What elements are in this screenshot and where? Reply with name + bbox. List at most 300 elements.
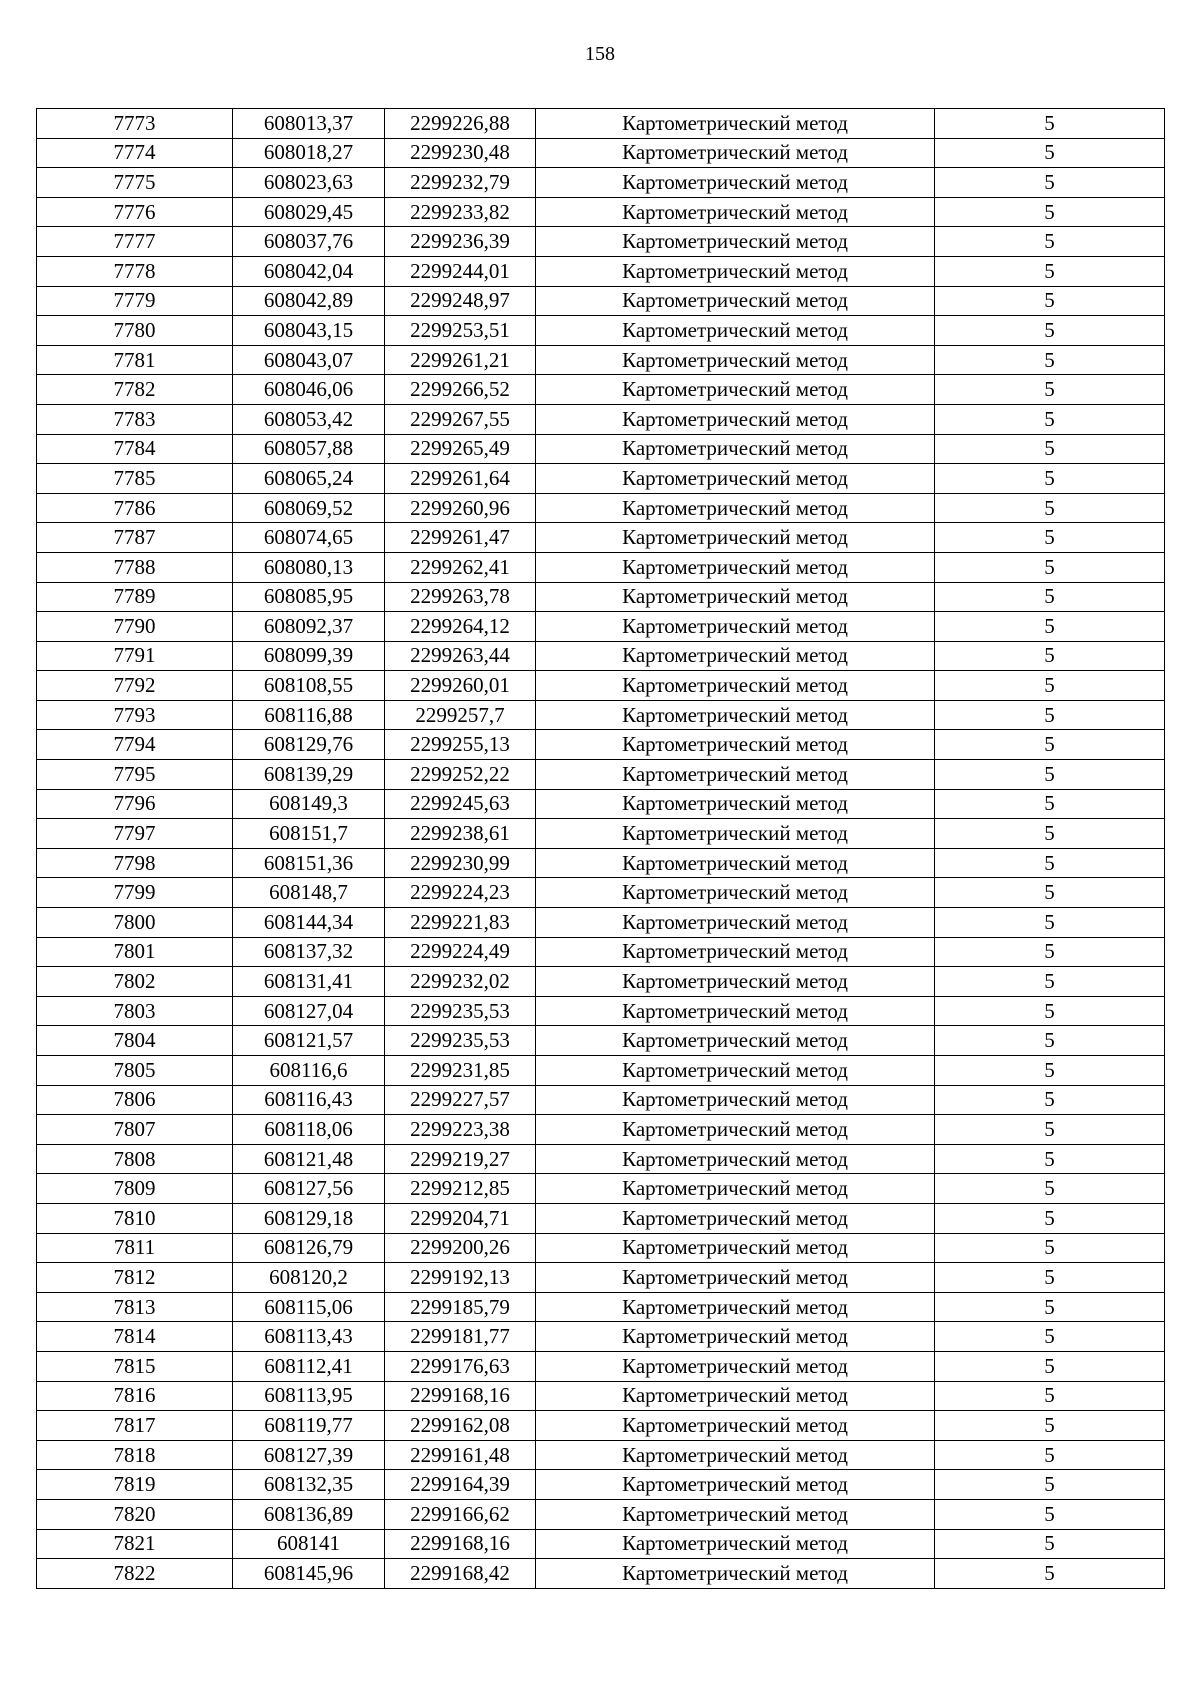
y-coordinate-cell: 2299166,62 <box>385 1499 536 1529</box>
point-number-cell: 7806 <box>37 1085 233 1115</box>
method-cell: Картометрический метод <box>536 641 935 671</box>
point-number-cell: 7781 <box>37 345 233 375</box>
coordinates-table <box>36 108 1165 1589</box>
y-coordinate-cell: 2299223,38 <box>385 1115 536 1145</box>
y-coordinate-cell: 2299263,78 <box>385 582 536 612</box>
table-row <box>37 1322 1165 1352</box>
accuracy-cell: 5 <box>935 1292 1165 1322</box>
accuracy-cell: 5 <box>935 1263 1165 1293</box>
table-row <box>37 1233 1165 1263</box>
y-coordinate-cell: 2299176,63 <box>385 1351 536 1381</box>
accuracy-cell: 5 <box>935 937 1165 967</box>
point-number-cell: 7776 <box>37 197 233 227</box>
point-number-cell: 7819 <box>37 1470 233 1500</box>
x-coordinate-cell: 608116,6 <box>233 1056 385 1086</box>
x-coordinate-cell: 608053,42 <box>233 404 385 434</box>
point-number-cell: 7784 <box>37 434 233 464</box>
method-cell: Картометрический метод <box>536 345 935 375</box>
x-coordinate-cell: 608113,95 <box>233 1381 385 1411</box>
y-coordinate-cell: 2299261,64 <box>385 464 536 494</box>
x-coordinate-cell: 608080,13 <box>233 552 385 582</box>
table-row <box>37 227 1165 257</box>
point-number-cell: 7814 <box>37 1322 233 1352</box>
accuracy-cell: 5 <box>935 227 1165 257</box>
point-number-cell: 7815 <box>37 1351 233 1381</box>
point-number-cell: 7774 <box>37 138 233 168</box>
x-coordinate-cell: 608127,56 <box>233 1174 385 1204</box>
x-coordinate-cell: 608129,76 <box>233 730 385 760</box>
accuracy-cell: 5 <box>935 523 1165 553</box>
table-row <box>37 1470 1165 1500</box>
table-row <box>37 967 1165 997</box>
x-coordinate-cell: 608046,06 <box>233 375 385 405</box>
accuracy-cell: 5 <box>935 1351 1165 1381</box>
y-coordinate-cell: 2299244,01 <box>385 256 536 286</box>
accuracy-cell: 5 <box>935 138 1165 168</box>
x-coordinate-cell: 608013,37 <box>233 109 385 139</box>
accuracy-cell: 5 <box>935 1233 1165 1263</box>
y-coordinate-cell: 2299257,7 <box>385 700 536 730</box>
table-row <box>37 464 1165 494</box>
y-coordinate-cell: 2299232,79 <box>385 168 536 198</box>
accuracy-cell: 5 <box>935 760 1165 790</box>
method-cell: Картометрический метод <box>536 848 935 878</box>
table-row <box>37 1144 1165 1174</box>
table-row <box>37 908 1165 938</box>
point-number-cell: 7810 <box>37 1203 233 1233</box>
y-coordinate-cell: 2299235,53 <box>385 1026 536 1056</box>
x-coordinate-cell: 608132,35 <box>233 1470 385 1500</box>
x-coordinate-cell: 608043,07 <box>233 345 385 375</box>
x-coordinate-cell: 608127,04 <box>233 996 385 1026</box>
y-coordinate-cell: 2299161,48 <box>385 1440 536 1470</box>
y-coordinate-cell: 2299168,42 <box>385 1559 536 1589</box>
method-cell: Картометрический метод <box>536 730 935 760</box>
table-row <box>37 1381 1165 1411</box>
table-row <box>37 256 1165 286</box>
point-number-cell: 7791 <box>37 641 233 671</box>
point-number-cell: 7796 <box>37 789 233 819</box>
method-cell: Картометрический метод <box>536 197 935 227</box>
table-row <box>37 1292 1165 1322</box>
method-cell: Картометрический метод <box>536 1559 935 1589</box>
accuracy-cell: 5 <box>935 1381 1165 1411</box>
method-cell: Картометрический метод <box>536 1440 935 1470</box>
accuracy-cell: 5 <box>935 641 1165 671</box>
x-coordinate-cell: 608042,04 <box>233 256 385 286</box>
point-number-cell: 7780 <box>37 316 233 346</box>
accuracy-cell: 5 <box>935 1085 1165 1115</box>
method-cell: Картометрический метод <box>536 1470 935 1500</box>
x-coordinate-cell: 608121,48 <box>233 1144 385 1174</box>
table-row <box>37 1499 1165 1529</box>
y-coordinate-cell: 2299263,44 <box>385 641 536 671</box>
table-row <box>37 1559 1165 1589</box>
point-number-cell: 7808 <box>37 1144 233 1174</box>
accuracy-cell: 5 <box>935 730 1165 760</box>
method-cell: Картометрический метод <box>536 1026 935 1056</box>
table-row <box>37 1411 1165 1441</box>
point-number-cell: 7778 <box>37 256 233 286</box>
x-coordinate-cell: 608151,36 <box>233 848 385 878</box>
table-row <box>37 700 1165 730</box>
method-cell: Картометрический метод <box>536 1263 935 1293</box>
accuracy-cell: 5 <box>935 1411 1165 1441</box>
table-row <box>37 168 1165 198</box>
method-cell: Картометрический метод <box>536 168 935 198</box>
point-number-cell: 7807 <box>37 1115 233 1145</box>
x-coordinate-cell: 608149,3 <box>233 789 385 819</box>
table-row <box>37 138 1165 168</box>
table-row <box>37 1263 1165 1293</box>
x-coordinate-cell: 608112,41 <box>233 1351 385 1381</box>
accuracy-cell: 5 <box>935 404 1165 434</box>
y-coordinate-cell: 2299238,61 <box>385 819 536 849</box>
x-coordinate-cell: 608018,27 <box>233 138 385 168</box>
y-coordinate-cell: 2299261,47 <box>385 523 536 553</box>
table-row <box>37 937 1165 967</box>
accuracy-cell: 5 <box>935 700 1165 730</box>
coordinates-table-body <box>37 109 1165 1589</box>
y-coordinate-cell: 2299264,12 <box>385 612 536 642</box>
table-row <box>37 434 1165 464</box>
point-number-cell: 7803 <box>37 996 233 1026</box>
y-coordinate-cell: 2299235,53 <box>385 996 536 1026</box>
method-cell: Картометрический метод <box>536 1322 935 1352</box>
x-coordinate-cell: 608131,41 <box>233 967 385 997</box>
x-coordinate-cell: 608037,76 <box>233 227 385 257</box>
method-cell: Картометрический метод <box>536 760 935 790</box>
y-coordinate-cell: 2299204,71 <box>385 1203 536 1233</box>
point-number-cell: 7817 <box>37 1411 233 1441</box>
y-coordinate-cell: 2299265,49 <box>385 434 536 464</box>
accuracy-cell: 5 <box>935 375 1165 405</box>
x-coordinate-cell: 608115,06 <box>233 1292 385 1322</box>
x-coordinate-cell: 608118,06 <box>233 1115 385 1145</box>
point-number-cell: 7783 <box>37 404 233 434</box>
point-number-cell: 7821 <box>37 1529 233 1559</box>
method-cell: Картометрический метод <box>536 1292 935 1322</box>
table-row <box>37 612 1165 642</box>
point-number-cell: 7779 <box>37 286 233 316</box>
method-cell: Картометрический метод <box>536 671 935 701</box>
y-coordinate-cell: 2299230,48 <box>385 138 536 168</box>
point-number-cell: 7802 <box>37 967 233 997</box>
method-cell: Картометрический метод <box>536 908 935 938</box>
table-row <box>37 730 1165 760</box>
method-cell: Картометрический метод <box>536 227 935 257</box>
table-row <box>37 1115 1165 1145</box>
x-coordinate-cell: 608116,88 <box>233 700 385 730</box>
point-number-cell: 7782 <box>37 375 233 405</box>
table-row <box>37 552 1165 582</box>
accuracy-cell: 5 <box>935 612 1165 642</box>
y-coordinate-cell: 2299266,52 <box>385 375 536 405</box>
method-cell: Картометрический метод <box>536 937 935 967</box>
y-coordinate-cell: 2299212,85 <box>385 1174 536 1204</box>
accuracy-cell: 5 <box>935 1322 1165 1352</box>
y-coordinate-cell: 2299164,39 <box>385 1470 536 1500</box>
accuracy-cell: 5 <box>935 848 1165 878</box>
y-coordinate-cell: 2299255,13 <box>385 730 536 760</box>
method-cell: Картометрический метод <box>536 967 935 997</box>
y-coordinate-cell: 2299231,85 <box>385 1056 536 1086</box>
point-number-cell: 7799 <box>37 878 233 908</box>
x-coordinate-cell: 608148,7 <box>233 878 385 908</box>
accuracy-cell: 5 <box>935 1529 1165 1559</box>
method-cell: Картометрический метод <box>536 1381 935 1411</box>
point-number-cell: 7777 <box>37 227 233 257</box>
y-coordinate-cell: 2299192,13 <box>385 1263 536 1293</box>
y-coordinate-cell: 2299261,21 <box>385 345 536 375</box>
x-coordinate-cell: 608129,18 <box>233 1203 385 1233</box>
accuracy-cell: 5 <box>935 671 1165 701</box>
point-number-cell: 7800 <box>37 908 233 938</box>
method-cell: Картометрический метод <box>536 493 935 523</box>
method-cell: Картометрический метод <box>536 523 935 553</box>
method-cell: Картометрический метод <box>536 1233 935 1263</box>
method-cell: Картометрический метод <box>536 552 935 582</box>
method-cell: Картометрический метод <box>536 1499 935 1529</box>
accuracy-cell: 5 <box>935 1115 1165 1145</box>
table-row <box>37 848 1165 878</box>
y-coordinate-cell: 2299227,57 <box>385 1085 536 1115</box>
method-cell: Картометрический метод <box>536 1351 935 1381</box>
y-coordinate-cell: 2299248,97 <box>385 286 536 316</box>
method-cell: Картометрический метод <box>536 434 935 464</box>
y-coordinate-cell: 2299260,96 <box>385 493 536 523</box>
y-coordinate-cell: 2299252,22 <box>385 760 536 790</box>
method-cell: Картометрический метод <box>536 1144 935 1174</box>
accuracy-cell: 5 <box>935 286 1165 316</box>
point-number-cell: 7798 <box>37 848 233 878</box>
table-row <box>37 996 1165 1026</box>
x-coordinate-cell: 608139,29 <box>233 760 385 790</box>
point-number-cell: 7793 <box>37 700 233 730</box>
y-coordinate-cell: 2299221,83 <box>385 908 536 938</box>
accuracy-cell: 5 <box>935 1174 1165 1204</box>
y-coordinate-cell: 2299233,82 <box>385 197 536 227</box>
accuracy-cell: 5 <box>935 1499 1165 1529</box>
point-number-cell: 7813 <box>37 1292 233 1322</box>
x-coordinate-cell: 608029,45 <box>233 197 385 227</box>
x-coordinate-cell: 608141 <box>233 1529 385 1559</box>
method-cell: Картометрический метод <box>536 1085 935 1115</box>
y-coordinate-cell: 2299226,88 <box>385 109 536 139</box>
x-coordinate-cell: 608145,96 <box>233 1559 385 1589</box>
point-number-cell: 7818 <box>37 1440 233 1470</box>
x-coordinate-cell: 608137,32 <box>233 937 385 967</box>
x-coordinate-cell: 608074,65 <box>233 523 385 553</box>
point-number-cell: 7809 <box>37 1174 233 1204</box>
method-cell: Картометрический метод <box>536 464 935 494</box>
table-row <box>37 1174 1165 1204</box>
y-coordinate-cell: 2299200,26 <box>385 1233 536 1263</box>
method-cell: Картометрический метод <box>536 1056 935 1086</box>
x-coordinate-cell: 608127,39 <box>233 1440 385 1470</box>
table-row <box>37 1351 1165 1381</box>
point-number-cell: 7792 <box>37 671 233 701</box>
table-row <box>37 493 1165 523</box>
method-cell: Картометрический метод <box>536 375 935 405</box>
point-number-cell: 7797 <box>37 819 233 849</box>
table-row <box>37 582 1165 612</box>
accuracy-cell: 5 <box>935 1056 1165 1086</box>
x-coordinate-cell: 608092,37 <box>233 612 385 642</box>
y-coordinate-cell: 2299236,39 <box>385 227 536 257</box>
accuracy-cell: 5 <box>935 197 1165 227</box>
method-cell: Картометрический метод <box>536 819 935 849</box>
accuracy-cell: 5 <box>935 109 1165 139</box>
table-row <box>37 375 1165 405</box>
accuracy-cell: 5 <box>935 908 1165 938</box>
point-number-cell: 7789 <box>37 582 233 612</box>
x-coordinate-cell: 608108,55 <box>233 671 385 701</box>
accuracy-cell: 5 <box>935 582 1165 612</box>
accuracy-cell: 5 <box>935 316 1165 346</box>
x-coordinate-cell: 608085,95 <box>233 582 385 612</box>
y-coordinate-cell: 2299230,99 <box>385 848 536 878</box>
table-row <box>37 760 1165 790</box>
x-coordinate-cell: 608116,43 <box>233 1085 385 1115</box>
method-cell: Картометрический метод <box>536 1529 935 1559</box>
accuracy-cell: 5 <box>935 1203 1165 1233</box>
point-number-cell: 7773 <box>37 109 233 139</box>
y-coordinate-cell: 2299224,23 <box>385 878 536 908</box>
table-row <box>37 819 1165 849</box>
accuracy-cell: 5 <box>935 1144 1165 1174</box>
x-coordinate-cell: 608065,24 <box>233 464 385 494</box>
y-coordinate-cell: 2299168,16 <box>385 1381 536 1411</box>
y-coordinate-cell: 2299267,55 <box>385 404 536 434</box>
x-coordinate-cell: 608144,34 <box>233 908 385 938</box>
table-row <box>37 878 1165 908</box>
x-coordinate-cell: 608113,43 <box>233 1322 385 1352</box>
table-row <box>37 1440 1165 1470</box>
method-cell: Картометрический метод <box>536 404 935 434</box>
y-coordinate-cell: 2299162,08 <box>385 1411 536 1441</box>
table-row <box>37 1056 1165 1086</box>
accuracy-cell: 5 <box>935 1470 1165 1500</box>
x-coordinate-cell: 608121,57 <box>233 1026 385 1056</box>
method-cell: Картометрический метод <box>536 878 935 908</box>
point-number-cell: 7820 <box>37 1499 233 1529</box>
accuracy-cell: 5 <box>935 552 1165 582</box>
accuracy-cell: 5 <box>935 1440 1165 1470</box>
table-row <box>37 789 1165 819</box>
x-coordinate-cell: 608023,63 <box>233 168 385 198</box>
y-coordinate-cell: 2299181,77 <box>385 1322 536 1352</box>
point-number-cell: 7805 <box>37 1056 233 1086</box>
accuracy-cell: 5 <box>935 434 1165 464</box>
point-number-cell: 7816 <box>37 1381 233 1411</box>
y-coordinate-cell: 2299245,63 <box>385 789 536 819</box>
method-cell: Картометрический метод <box>536 582 935 612</box>
page-number: 158 <box>585 43 615 65</box>
point-number-cell: 7775 <box>37 168 233 198</box>
method-cell: Картометрический метод <box>536 256 935 286</box>
table-row <box>37 109 1165 139</box>
point-number-cell: 7795 <box>37 760 233 790</box>
table-row <box>37 523 1165 553</box>
y-coordinate-cell: 2299168,16 <box>385 1529 536 1559</box>
accuracy-cell: 5 <box>935 819 1165 849</box>
point-number-cell: 7790 <box>37 612 233 642</box>
x-coordinate-cell: 608151,7 <box>233 819 385 849</box>
method-cell: Картометрический метод <box>536 1115 935 1145</box>
table-row <box>37 1203 1165 1233</box>
table-row <box>37 404 1165 434</box>
table-row <box>37 316 1165 346</box>
accuracy-cell: 5 <box>935 493 1165 523</box>
table-row <box>37 286 1165 316</box>
point-number-cell: 7812 <box>37 1263 233 1293</box>
accuracy-cell: 5 <box>935 967 1165 997</box>
accuracy-cell: 5 <box>935 345 1165 375</box>
accuracy-cell: 5 <box>935 878 1165 908</box>
method-cell: Картометрический метод <box>536 1411 935 1441</box>
point-number-cell: 7801 <box>37 937 233 967</box>
method-cell: Картометрический метод <box>536 1174 935 1204</box>
point-number-cell: 7786 <box>37 493 233 523</box>
accuracy-cell: 5 <box>935 168 1165 198</box>
method-cell: Картометрический метод <box>536 789 935 819</box>
x-coordinate-cell: 608057,88 <box>233 434 385 464</box>
accuracy-cell: 5 <box>935 789 1165 819</box>
y-coordinate-cell: 2299219,27 <box>385 1144 536 1174</box>
point-number-cell: 7811 <box>37 1233 233 1263</box>
method-cell: Картометрический метод <box>536 286 935 316</box>
method-cell: Картометрический метод <box>536 316 935 346</box>
y-coordinate-cell: 2299253,51 <box>385 316 536 346</box>
point-number-cell: 7788 <box>37 552 233 582</box>
method-cell: Картометрический метод <box>536 109 935 139</box>
table-row <box>37 641 1165 671</box>
point-number-cell: 7787 <box>37 523 233 553</box>
table-row <box>37 1529 1165 1559</box>
y-coordinate-cell: 2299260,01 <box>385 671 536 701</box>
accuracy-cell: 5 <box>935 256 1165 286</box>
y-coordinate-cell: 2299185,79 <box>385 1292 536 1322</box>
x-coordinate-cell: 608042,89 <box>233 286 385 316</box>
x-coordinate-cell: 608126,79 <box>233 1233 385 1263</box>
accuracy-cell: 5 <box>935 1559 1165 1589</box>
method-cell: Картометрический метод <box>536 1203 935 1233</box>
y-coordinate-cell: 2299224,49 <box>385 937 536 967</box>
accuracy-cell: 5 <box>935 464 1165 494</box>
method-cell: Картометрический метод <box>536 700 935 730</box>
x-coordinate-cell: 608099,39 <box>233 641 385 671</box>
accuracy-cell: 5 <box>935 1026 1165 1056</box>
table-row <box>37 671 1165 701</box>
table-row <box>37 345 1165 375</box>
x-coordinate-cell: 608136,89 <box>233 1499 385 1529</box>
y-coordinate-cell: 2299232,02 <box>385 967 536 997</box>
table-row <box>37 1085 1165 1115</box>
x-coordinate-cell: 608119,77 <box>233 1411 385 1441</box>
table-row <box>37 1026 1165 1056</box>
method-cell: Картометрический метод <box>536 138 935 168</box>
x-coordinate-cell: 608043,15 <box>233 316 385 346</box>
x-coordinate-cell: 608120,2 <box>233 1263 385 1293</box>
method-cell: Картометрический метод <box>536 612 935 642</box>
x-coordinate-cell: 608069,52 <box>233 493 385 523</box>
accuracy-cell: 5 <box>935 996 1165 1026</box>
point-number-cell: 7785 <box>37 464 233 494</box>
y-coordinate-cell: 2299262,41 <box>385 552 536 582</box>
table-row <box>37 197 1165 227</box>
point-number-cell: 7794 <box>37 730 233 760</box>
